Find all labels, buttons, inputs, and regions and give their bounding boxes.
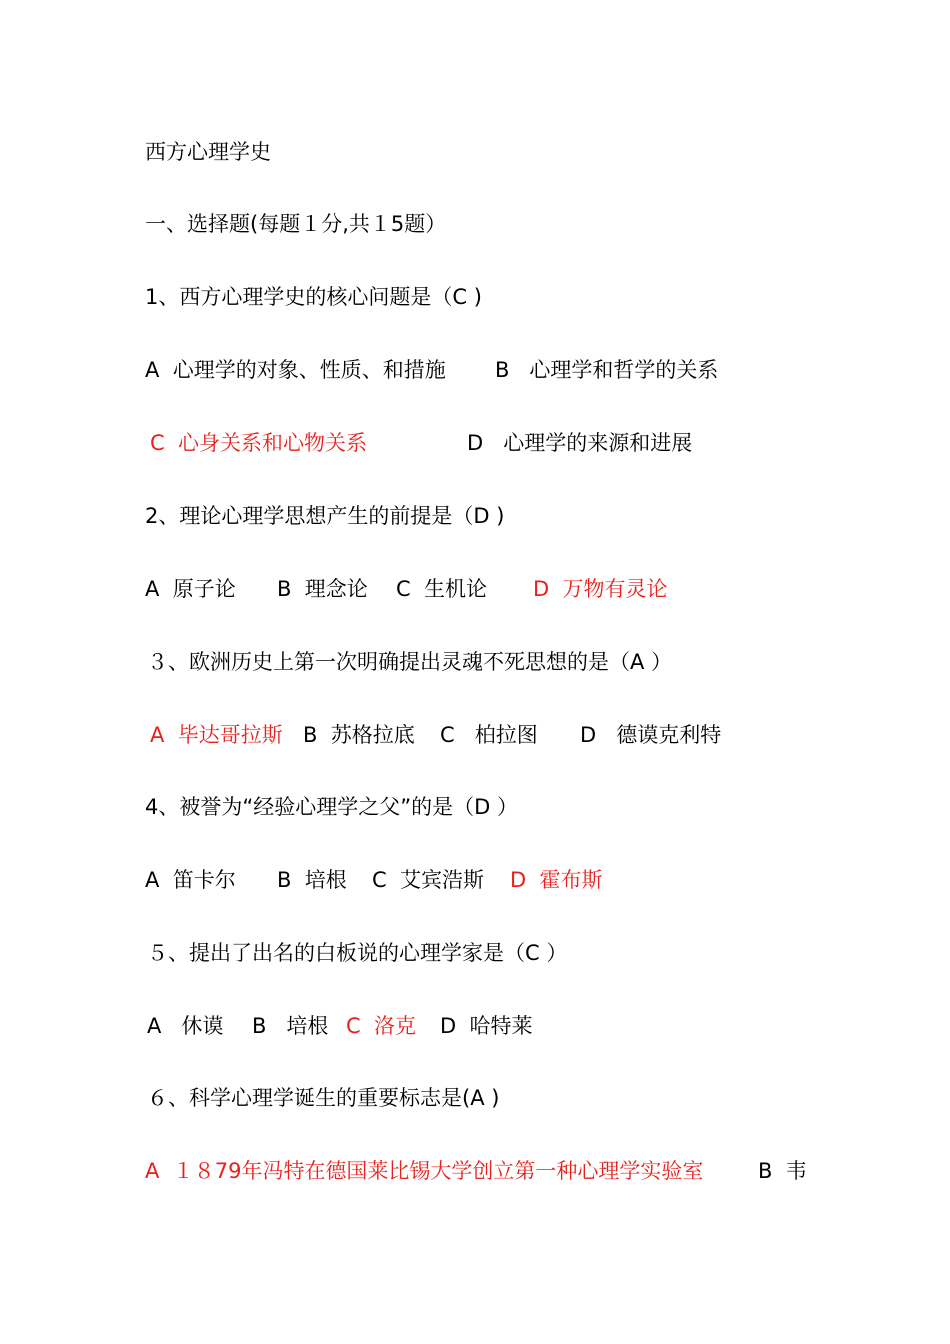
correct-option: C 心身关系和心物关系 xyxy=(150,431,368,455)
correct-option: C 洛克 xyxy=(346,1014,417,1038)
option: D 心理学的来源和进展 xyxy=(467,431,693,455)
correct-option: A １８79年冯特在德国莱比锡大学创立第一种心理学实验室 xyxy=(145,1159,704,1183)
option: C 生机论 xyxy=(396,577,488,601)
question-stem: 2、理论心理学思想产生的前提是（D ) xyxy=(145,504,505,528)
correct-option: D 霍布斯 xyxy=(510,868,603,892)
question-stem: ５、提出了出名的白板说的心理学家是（C ） xyxy=(147,941,568,965)
option: B 培根 xyxy=(252,1014,329,1038)
option: D 哈特莱 xyxy=(440,1014,533,1038)
question-stem: 4、被誉为“经验心理学之父”的是（D ） xyxy=(145,795,518,819)
correct-option: D 万物有灵论 xyxy=(533,577,668,601)
question-options xyxy=(0,720,722,750)
option: C 艾宾浩斯 xyxy=(372,868,485,892)
option: A 原子论 xyxy=(145,577,236,601)
option: D 德谟克利特 xyxy=(580,723,722,747)
question-stem: ６、科学心理学诞生的重要标志是(A ) xyxy=(147,1086,500,1110)
correct-option: A 毕达哥拉斯 xyxy=(150,723,283,747)
option: A 休谟 xyxy=(147,1014,224,1038)
question-options xyxy=(0,574,668,604)
question-options xyxy=(0,865,603,895)
question-options xyxy=(0,1011,533,1041)
option: B 培根 xyxy=(277,868,347,892)
section-heading: 一、选择题(每题１分,共１5题） xyxy=(145,212,447,236)
question-options xyxy=(0,1156,807,1186)
option: B 心理学和哲学的关系 xyxy=(495,358,719,382)
question-stem: 1、西方心理学史的核心问题是（C ) xyxy=(145,285,482,309)
option: B 苏格拉底 xyxy=(303,723,415,747)
option: C 柏拉图 xyxy=(440,723,538,747)
document-title: 西方心理学史 xyxy=(145,140,271,164)
question-options xyxy=(0,355,719,385)
option: B 韦 xyxy=(758,1159,807,1183)
option: A 心理学的对象、性质、和措施 xyxy=(145,358,446,382)
option: A 笛卡尔 xyxy=(145,868,236,892)
question-stem: ３、欧洲历史上第一次明确提出灵魂不死思想的是（A ） xyxy=(147,650,673,674)
option: B 理念论 xyxy=(277,577,368,601)
question-options xyxy=(0,428,693,458)
